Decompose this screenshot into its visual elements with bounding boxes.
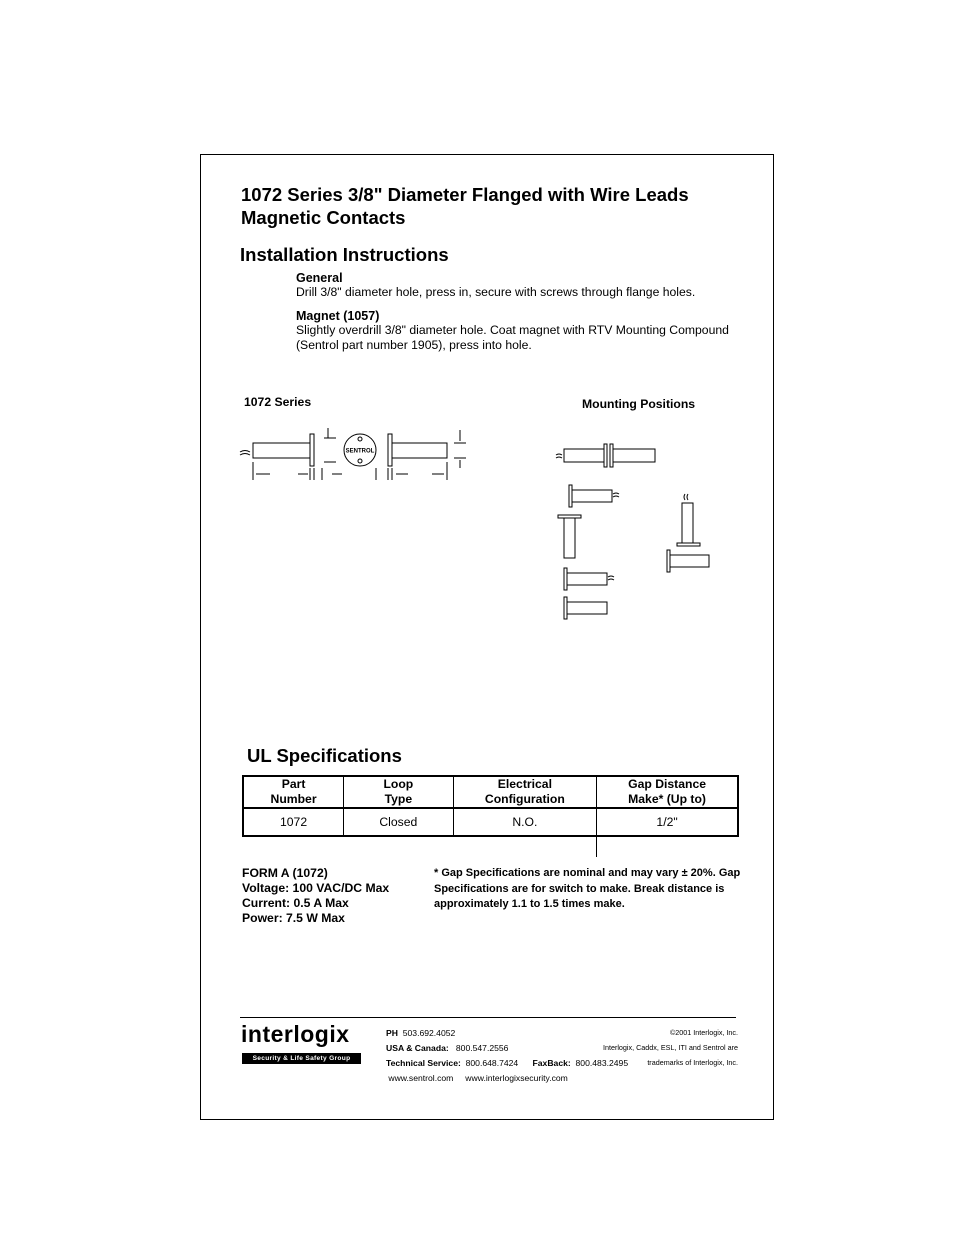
wire-lead-icon [240, 451, 250, 453]
magnet-body [392, 443, 447, 458]
magnet-heading: Magnet (1057) [296, 309, 380, 323]
header-part-number: Part Number [243, 776, 344, 808]
header-loop-type: Loop Type [344, 776, 453, 808]
switch-flange [310, 434, 314, 466]
contact-info: PH 503.692.4052 USA & Canada: 800.547.2556 Technical Service: 800.648.7424 FaxBack: 800.483.2495 www.sentrol.com www.interlogixsecurity.com [386, 1028, 629, 1083]
trademark-notice: ©2001 Interlogix, Inc. Interlogix, Caddx, ESL, ITI and Sentrol are trademarks of Interlogix, Inc. [602, 1028, 738, 1067]
interlogix-logo-subtitle: Security & Life Safety Group [242, 1053, 361, 1064]
mounting-positions-drawing [552, 440, 722, 624]
installation-heading: Installation Instructions [240, 244, 449, 265]
series-label: 1072 Series [244, 395, 312, 409]
cell-electrical-configuration: N.O. [453, 808, 597, 836]
table-header-row [243, 776, 738, 808]
magnet-text: Slightly overdrill 3/8" diameter hole. Coat magnet with RTV Mounting Compound (Sentrol part number 1905), press into hole. [296, 323, 729, 352]
sentrol-website-link[interactable]: www.sentrol.com [388, 1073, 454, 1083]
header-gap-distance: Gap Distance Make* (Up to) [597, 776, 738, 808]
series-drawing [236, 422, 476, 488]
ul-spec-table [242, 775, 739, 837]
mounting-label: Mounting Positions [582, 397, 696, 411]
cell-loop-type: Closed [344, 808, 453, 836]
interlogix-logo: interlogix [241, 1021, 350, 1047]
ul-specifications-heading: UL Specifications [247, 745, 402, 766]
form-a-ratings: FORM A (1072) Voltage: 100 VAC/DC Max Current: 0.5 A Max Power: 7.5 W Max [242, 866, 390, 925]
general-heading: General [296, 271, 343, 285]
magnet-flange [388, 434, 392, 466]
switch-body [253, 443, 310, 458]
cell-part-number: 1072 [243, 808, 344, 836]
document-title: 1072 Series 3/8" Diameter Flanged with Wire Leads Magnetic Contacts [241, 184, 689, 228]
cell-gap-distance: 1/2" [597, 808, 738, 836]
header-electrical-configuration: Electrical Configuration [453, 776, 597, 808]
footer-divider [240, 1017, 736, 1018]
sentrol-logo-text: SENTROL [345, 448, 375, 455]
interlogix-website-link[interactable]: www.interlogixsecurity.com [465, 1073, 568, 1083]
general-text: Drill 3/8" diameter hole, press in, secure with screws through flange holes. [296, 285, 696, 299]
gap-specification-note: * Gap Specifications are nominal and may vary ± 20%. Gap Specifications are for switch to make. Break distance is approximately 1.1 to 1.5 times make. [434, 867, 741, 910]
table-divider-tail [596, 836, 597, 857]
table-row [243, 808, 738, 836]
